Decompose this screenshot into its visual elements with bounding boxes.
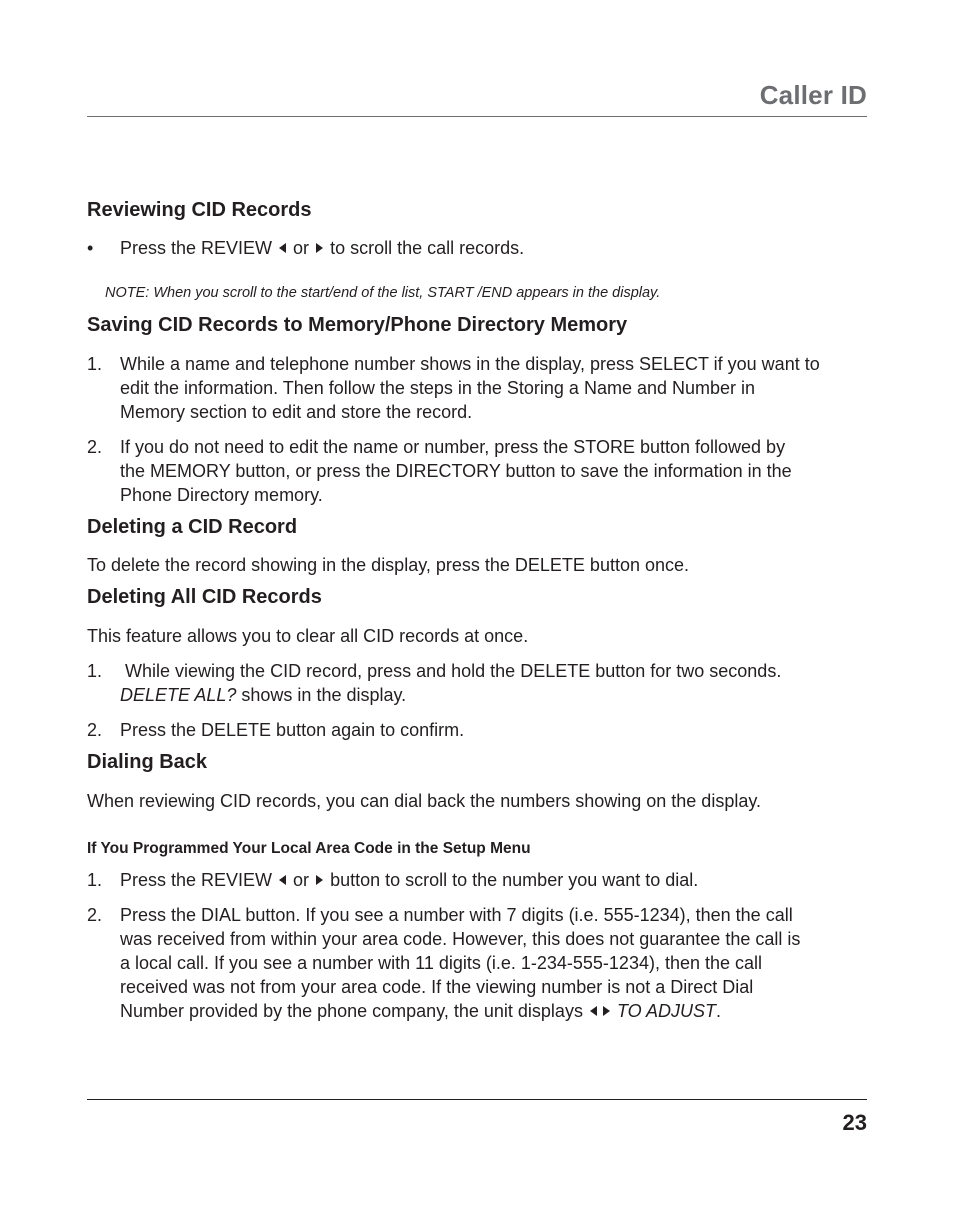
header-divider [87, 116, 867, 117]
list-item-line: Press the DIAL button. If you see a number with 7 digits (i.e. 555-1234), then the call [120, 905, 793, 925]
saving-list-item [87, 352, 867, 424]
deleting-one-text: To delete the record showing in the display, press the DELETE button once. [87, 555, 690, 575]
heading-deleting-all-cid-records: Deleting All CID Records [87, 586, 322, 608]
page-header-title: Caller ID [759, 80, 867, 110]
or-word: or [293, 238, 310, 258]
list-item-line: While a name and telephone number shows in the display, press SELECT if you want to [120, 354, 820, 374]
reviewing-note: NOTE: When you scroll to the start/end of the list, START /END appears in the display. [105, 285, 661, 301]
list-marker: 1. [87, 354, 103, 374]
left-arrow-icon [279, 243, 286, 253]
list-item-line: Phone Directory memory. [120, 485, 323, 505]
list-marker: 2. [87, 905, 103, 925]
right-arrow-icon [316, 875, 323, 885]
list-item-line: received was not from your area code. If the viewing number is not a Direct Dial [120, 977, 754, 997]
reviewing-text-before: Press the REVIEW [120, 238, 273, 258]
heading-reviewing-cid-records: Reviewing CID Records [87, 199, 312, 221]
list-item-text: Press the REVIEW [120, 870, 273, 890]
list-marker: 2. [87, 437, 103, 457]
subheading-local-area-code: If You Programmed Your Local Area Code in the Setup Menu [87, 840, 531, 857]
list-item-text: shows in the display. [236, 685, 407, 705]
list-item-line: Press the DELETE button again to confirm. [120, 720, 465, 740]
right-arrow-icon [316, 243, 323, 253]
left-arrow-icon [590, 1006, 597, 1016]
heading-dialing-back: Dialing Back [87, 751, 208, 773]
deleting-all-text: This feature allows you to clear all CID records at once. [87, 626, 529, 646]
list-item-line: If you do not need to edit the name or number, press the STORE button followed by [120, 437, 786, 457]
list-item-line: While viewing the CID record, press and hold the DELETE button for two seconds. [125, 661, 782, 681]
dialing-list-item [87, 868, 867, 892]
list-item-line: edit the information. Then follow the steps in the Storing a Name and Number in [120, 378, 756, 398]
list-item-line: a local call. If you see a number with 11 digits (i.e. 1-234-555-1234), then the call [120, 953, 763, 973]
list-item-line: Memory section to edit and store the record. [120, 402, 473, 422]
list-item-text: button to scroll to the number you want to dial. [330, 870, 699, 890]
deleting-all-list-item [87, 659, 867, 707]
list-item-text: Number provided by the phone company, the unit displays [120, 1001, 583, 1021]
footer-divider [87, 1099, 867, 1100]
reviewing-text-after: to scroll the call records. [330, 238, 525, 258]
list-marker: 2. [87, 720, 103, 740]
dialing-list-item [87, 903, 867, 1023]
left-arrow-icon [279, 875, 286, 885]
list-item-line: was received from within your area code. However, this does not guarantee the call is [120, 929, 801, 949]
list-marker: 1. [87, 870, 103, 890]
heading-deleting-cid-record: Deleting a CID Record [87, 516, 298, 538]
page-number: 23 [842, 1110, 867, 1135]
right-arrow-icon [603, 1006, 610, 1016]
deleting-all-list-item [87, 718, 867, 742]
delete-all-display-text: DELETE ALL? [120, 685, 237, 705]
saving-list-item [87, 435, 867, 507]
reviewing-bullet-item [87, 236, 867, 260]
heading-saving-cid-records: Saving CID Records to Memory/Phone Directory Memory [87, 314, 628, 336]
or-word: or [293, 870, 310, 890]
list-item-text: . [715, 1001, 721, 1021]
list-marker: 1. [87, 661, 103, 681]
list-item-line: the MEMORY button, or press the DIRECTORY button to save the information in the [120, 461, 792, 481]
bullet-marker: • [87, 238, 94, 258]
to-adjust-display-text: TO ADJUST [616, 1001, 716, 1021]
dialing-back-text: When reviewing CID records, you can dial back the numbers showing on the display. [87, 791, 762, 811]
